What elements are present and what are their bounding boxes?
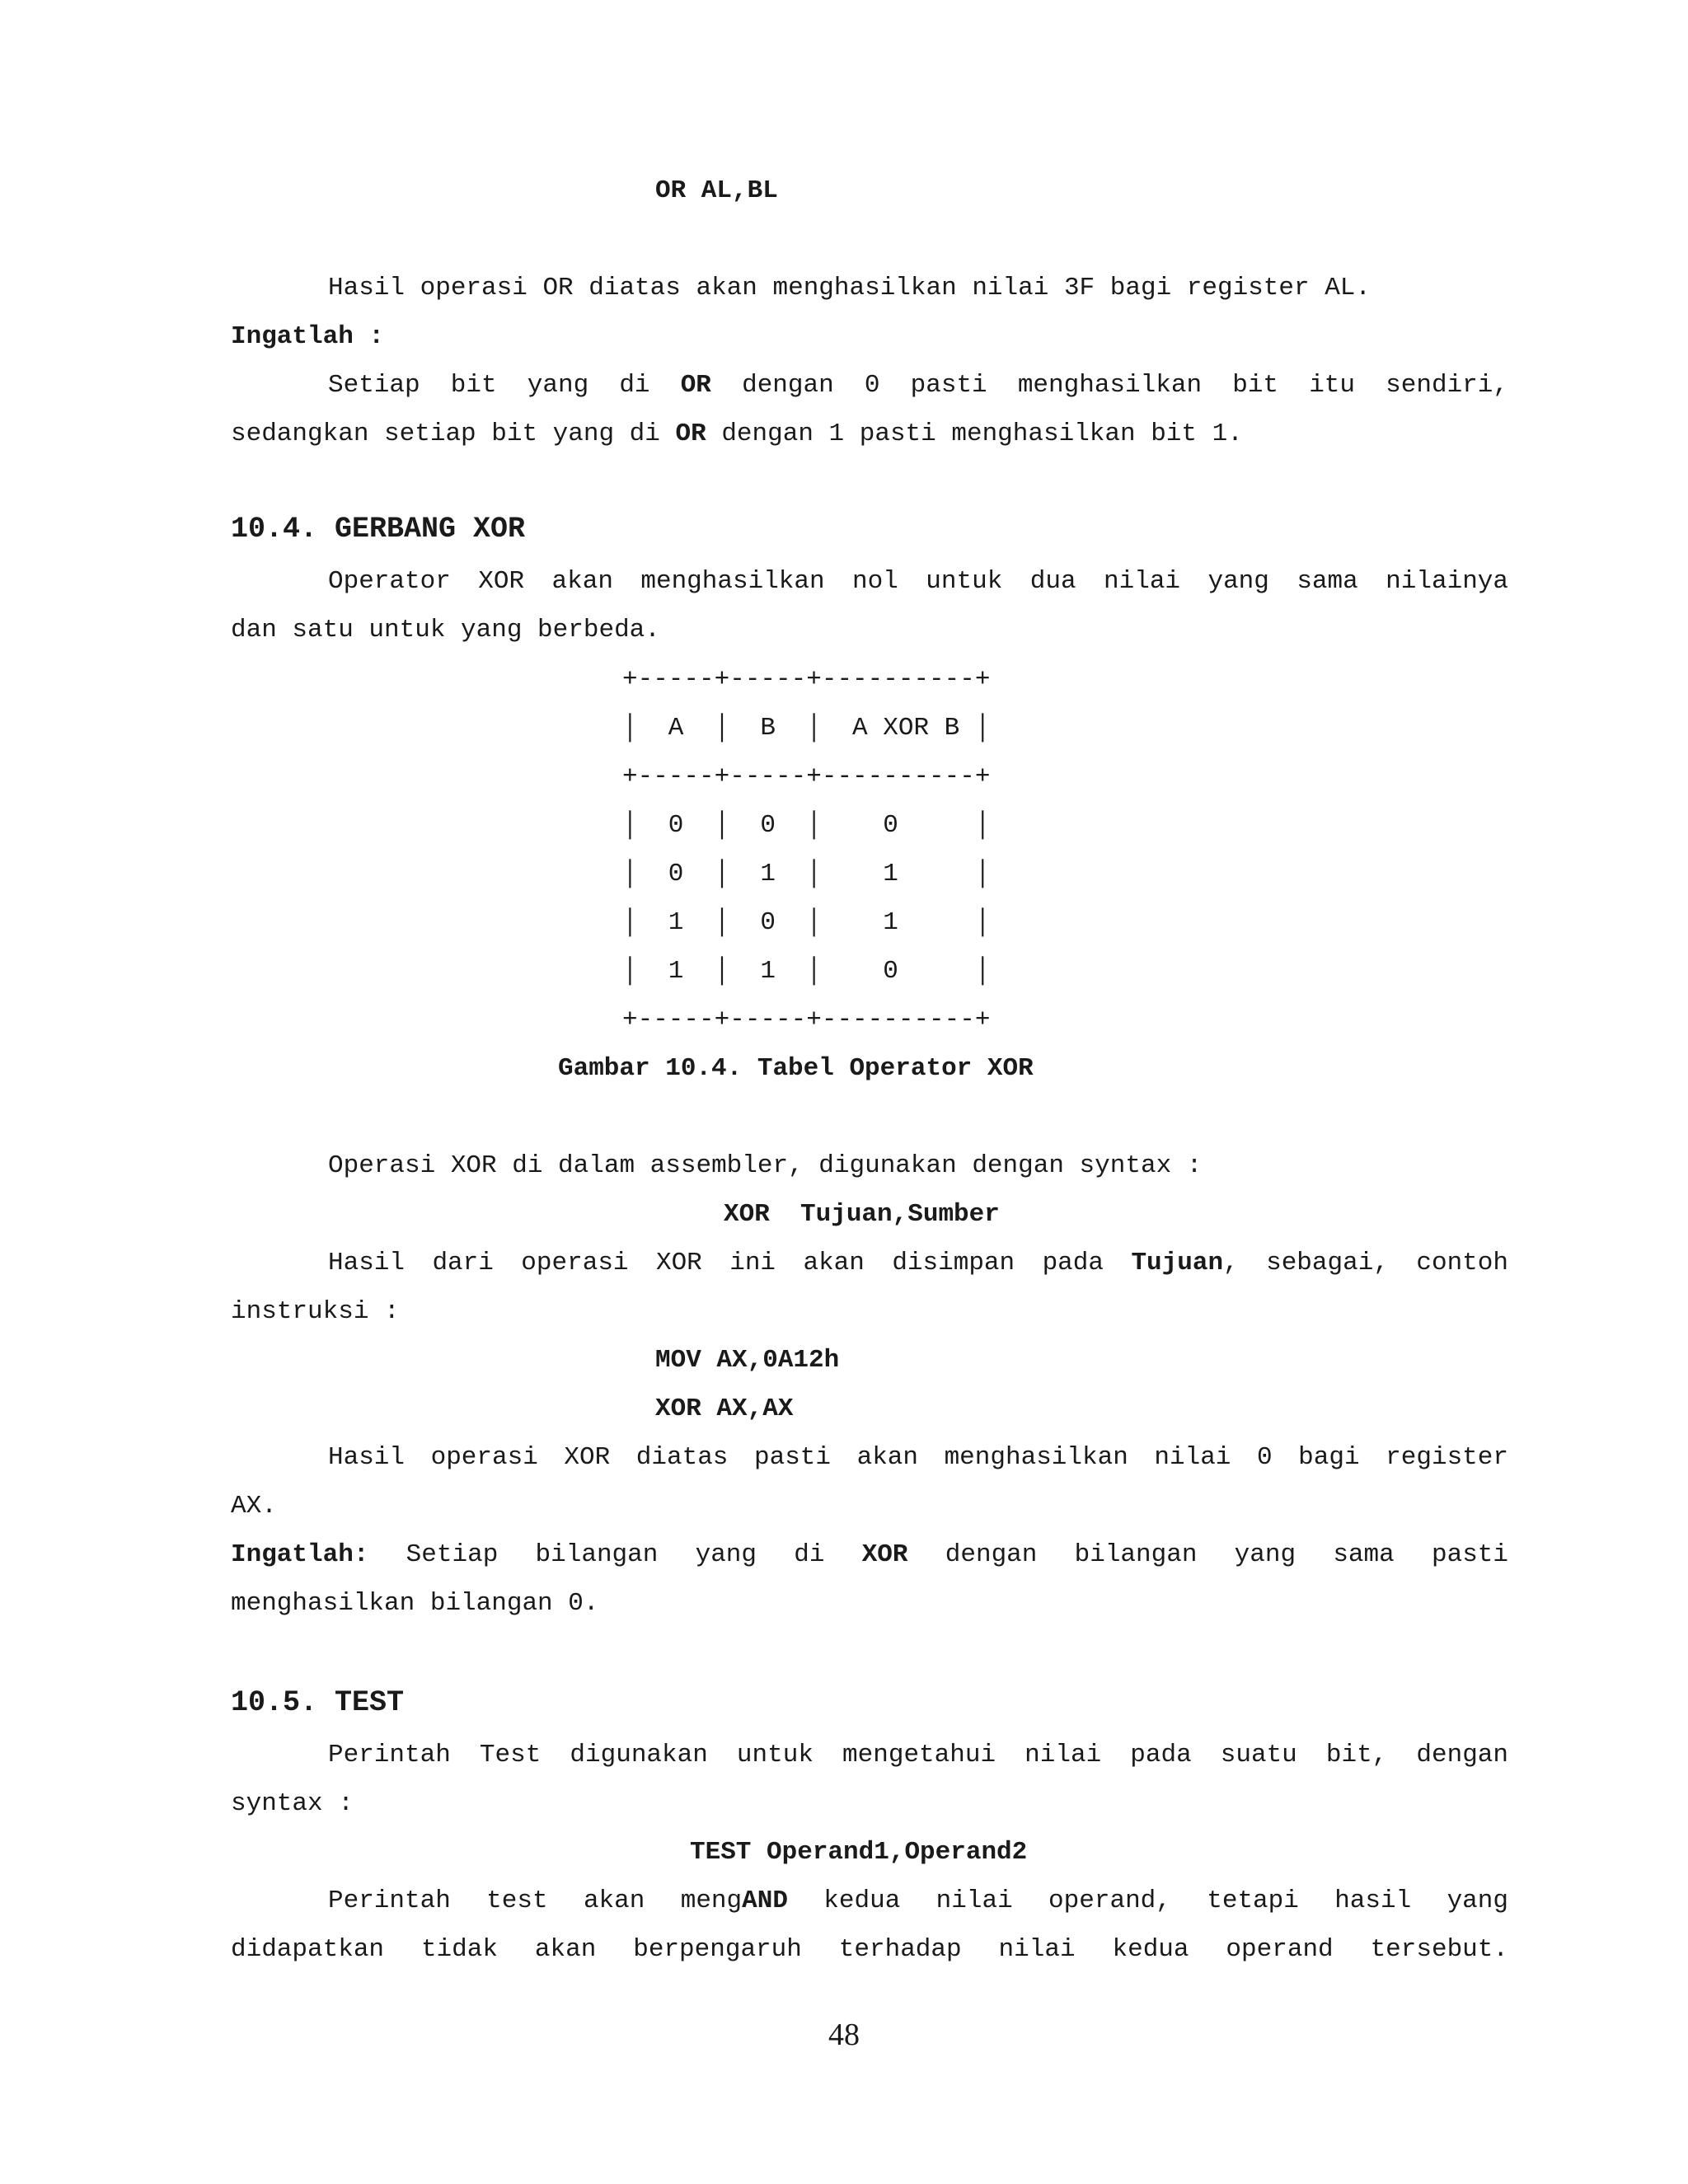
paragraph-xor-intro: dan satu untuk yang berbeda. bbox=[231, 616, 660, 644]
table-border: +-----+-----+----------+ bbox=[622, 762, 991, 791]
table-border: +-----+-----+----------+ bbox=[622, 1005, 991, 1034]
note-line: menghasilkan bilangan 0. bbox=[231, 1589, 599, 1618]
table-border: +-----+-----+----------+ bbox=[622, 665, 991, 694]
paragraph-and: didapatkan tidak akan berpengaruh terhadap nilai kedua operand tersebut. bbox=[231, 1935, 1508, 1964]
note-text: sedangkan setiap bit yang di bbox=[231, 419, 676, 448]
page-number: 48 bbox=[828, 2018, 860, 2052]
note-text: Setiap bilangan yang di bbox=[368, 1540, 862, 1569]
paragraph-text: Perintah test akan meng bbox=[328, 1886, 743, 1915]
table-row: │ 0 │ 1 │ 1 │ bbox=[622, 860, 991, 888]
table-row: │ 1 │ 0 │ 1 │ bbox=[622, 908, 991, 937]
note-text: dengan bilangan yang sama pasti bbox=[907, 1540, 1508, 1569]
code-xor-ax: XOR AX,AX bbox=[655, 1394, 794, 1423]
table-row: │ 1 │ 1 │ 0 │ bbox=[622, 957, 991, 986]
code-test-syntax: TEST Operand1,Operand2 bbox=[690, 1838, 1028, 1867]
paragraph-result bbox=[328, 1247, 1508, 1280]
table-header-row: │ A │ B │ A XOR B │ bbox=[622, 714, 991, 743]
tujuan-bold: Tujuan bbox=[1131, 1249, 1224, 1277]
and-bold: AND bbox=[742, 1886, 788, 1915]
paragraph-or-result: Hasil operasi OR diatas akan menghasilkan nilai 3F bagi register AL. bbox=[328, 274, 1372, 302]
table-row: │ 0 │ 0 │ 0 │ bbox=[622, 811, 991, 840]
paragraph-text: , sebagai, contoh bbox=[1223, 1249, 1508, 1277]
note-label: Ingatlah : bbox=[231, 322, 385, 351]
note-label: Ingatlah: bbox=[231, 1540, 369, 1569]
note-xor-bold: XOR bbox=[861, 1540, 908, 1569]
paragraph-text: Hasil dari operasi XOR ini akan disimpan pada bbox=[328, 1249, 1132, 1277]
note-line bbox=[231, 1539, 1508, 1572]
paragraph-syntax: Operasi XOR di dalam assembler, digunakan dengan syntax : bbox=[328, 1151, 1203, 1180]
note-or-bold: OR bbox=[675, 419, 706, 448]
note-line bbox=[328, 369, 1508, 402]
paragraph-text: kedua nilai operand, tetapi hasil yang bbox=[787, 1886, 1508, 1915]
paragraph-test: Perintah Test digunakan untuk mengetahui nilai pada suatu bit, dengan bbox=[328, 1741, 1508, 1769]
note-line bbox=[231, 418, 1243, 451]
section-heading-xor: 10.4. GERBANG XOR bbox=[231, 513, 526, 546]
code-mov: MOV AX,0A12h bbox=[655, 1346, 840, 1375]
paragraph-and bbox=[328, 1885, 1508, 1918]
note-or-bold: OR bbox=[680, 371, 711, 400]
note-text: dengan 0 pasti menghasilkan bit itu sendiri, bbox=[710, 371, 1508, 400]
paragraph-xor-intro: Operator XOR akan menghasilkan nol untuk dua nilai yang sama nilainya bbox=[328, 567, 1508, 596]
note-text: Setiap bit yang di bbox=[328, 371, 681, 400]
section-heading-test: 10.5. TEST bbox=[231, 1686, 405, 1719]
paragraph-xor-ax: AX. bbox=[231, 1492, 277, 1521]
code-xor-syntax: XOR Tujuan,Sumber bbox=[724, 1200, 1000, 1229]
code-or: OR AL,BL bbox=[655, 176, 778, 205]
paragraph-result: instruksi : bbox=[231, 1297, 400, 1326]
paragraph-test: syntax : bbox=[231, 1789, 354, 1818]
note-text: dengan 1 pasti menghasilkan bit 1. bbox=[706, 419, 1243, 448]
figure-caption: Gambar 10.4. Tabel Operator XOR bbox=[558, 1054, 1034, 1083]
paragraph-xor-ax: Hasil operasi XOR diatas pasti akan menghasilkan nilai 0 bagi register bbox=[328, 1443, 1508, 1472]
